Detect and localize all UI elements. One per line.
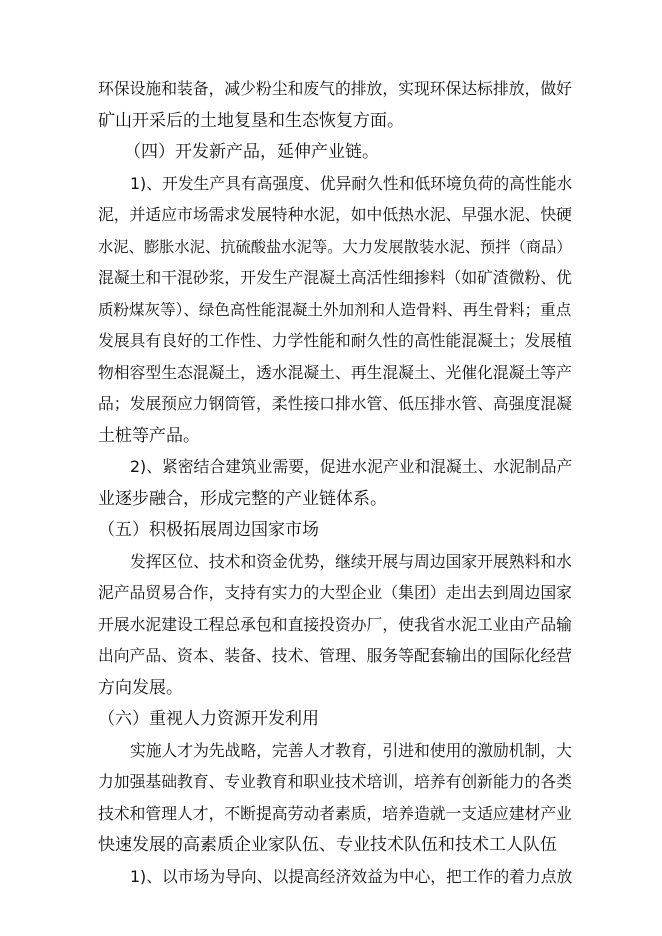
text-line: 泥，并适应市场需求发展特种水泥，如中低热水泥、早强水泥、快硬	[98, 205, 572, 224]
text-line: 快速发展的高素质企业家队伍、专业技术队伍和技术工人队伍	[98, 835, 557, 855]
text-line: 品；发展预应力钢筒管，柔性接口排水管、低压排水管、高强度混凝	[98, 394, 572, 413]
text-line: 混凝土和干混砂浆，开发生产混凝土高活性细掺料（如矿渣微粉、优	[98, 268, 572, 287]
text-line: 实施人才为先战略，完善人才教育，引进和使用的激励机制，大	[130, 741, 572, 760]
section-heading: （六）重视人力资源开发利用	[98, 709, 319, 729]
section-heading: （五）积极拓展周边国家市场	[98, 520, 319, 540]
section-heading: （四）开发新产品，延伸产业链。	[124, 142, 379, 162]
text-line: 技术和管理人才，不断提高劳动者素质，培养造就一支适应建材产业	[98, 804, 572, 823]
text-line: 质粉煤灰等）、绿色高性能混凝土外加剂和人造骨料、再生骨料；重点	[98, 301, 572, 319]
text-line: 业逐步融合，形成完整的产业链体系。	[98, 489, 387, 509]
text-line: 1)、以市场为导向、以提高经济效益为中心，把工作的着力点放	[130, 867, 572, 886]
text-line: 1)、开发生产具有高强度、优异耐久性和低环境负荷的高性能水	[130, 174, 572, 193]
text-line: 2)、紧密结合建筑业需要，促进水泥产业和混凝土、水泥制品产	[130, 457, 572, 476]
text-line: 出向产品、资本、装备、技术、管理、服务等配套输出的国际化经营	[98, 646, 572, 665]
text-line: 力加强基础教育、专业教育和职业技术培训，培养有创新能力的各类	[98, 772, 572, 791]
text-line: 土桩等产品。	[98, 426, 200, 446]
text-line: 泥产品贸易合作，支持有实力的大型企业（集团）走出去到周边国家	[98, 583, 572, 602]
text-line: 开展水泥建设工程总承包和直接投资办厂，使我省水泥工业由产品输	[98, 615, 572, 634]
text-line: 发展具有良好的工作性、力学性能和耐久性的高性能混凝土；发展植	[98, 331, 572, 350]
text-line: 矿山开采后的土地复垦和生态恢复方面。	[98, 111, 404, 131]
text-line: 方向发展。	[98, 678, 183, 698]
text-line: 发挥区位、技术和资金优势，继续开展与周边国家开展熟料和水	[130, 552, 572, 571]
text-line: 环保设施和装备，减少粉尘和废气的排放，实现环保达标排放，做好	[98, 79, 572, 98]
text-line: 水泥、膨胀水泥、抗硫酸盐水泥等。大力发展散装水泥、预拌（商品）	[98, 238, 572, 256]
text-line: 物相容型生态混凝土，透水混凝土、再生混凝土、光催化混凝土等产	[98, 363, 572, 382]
